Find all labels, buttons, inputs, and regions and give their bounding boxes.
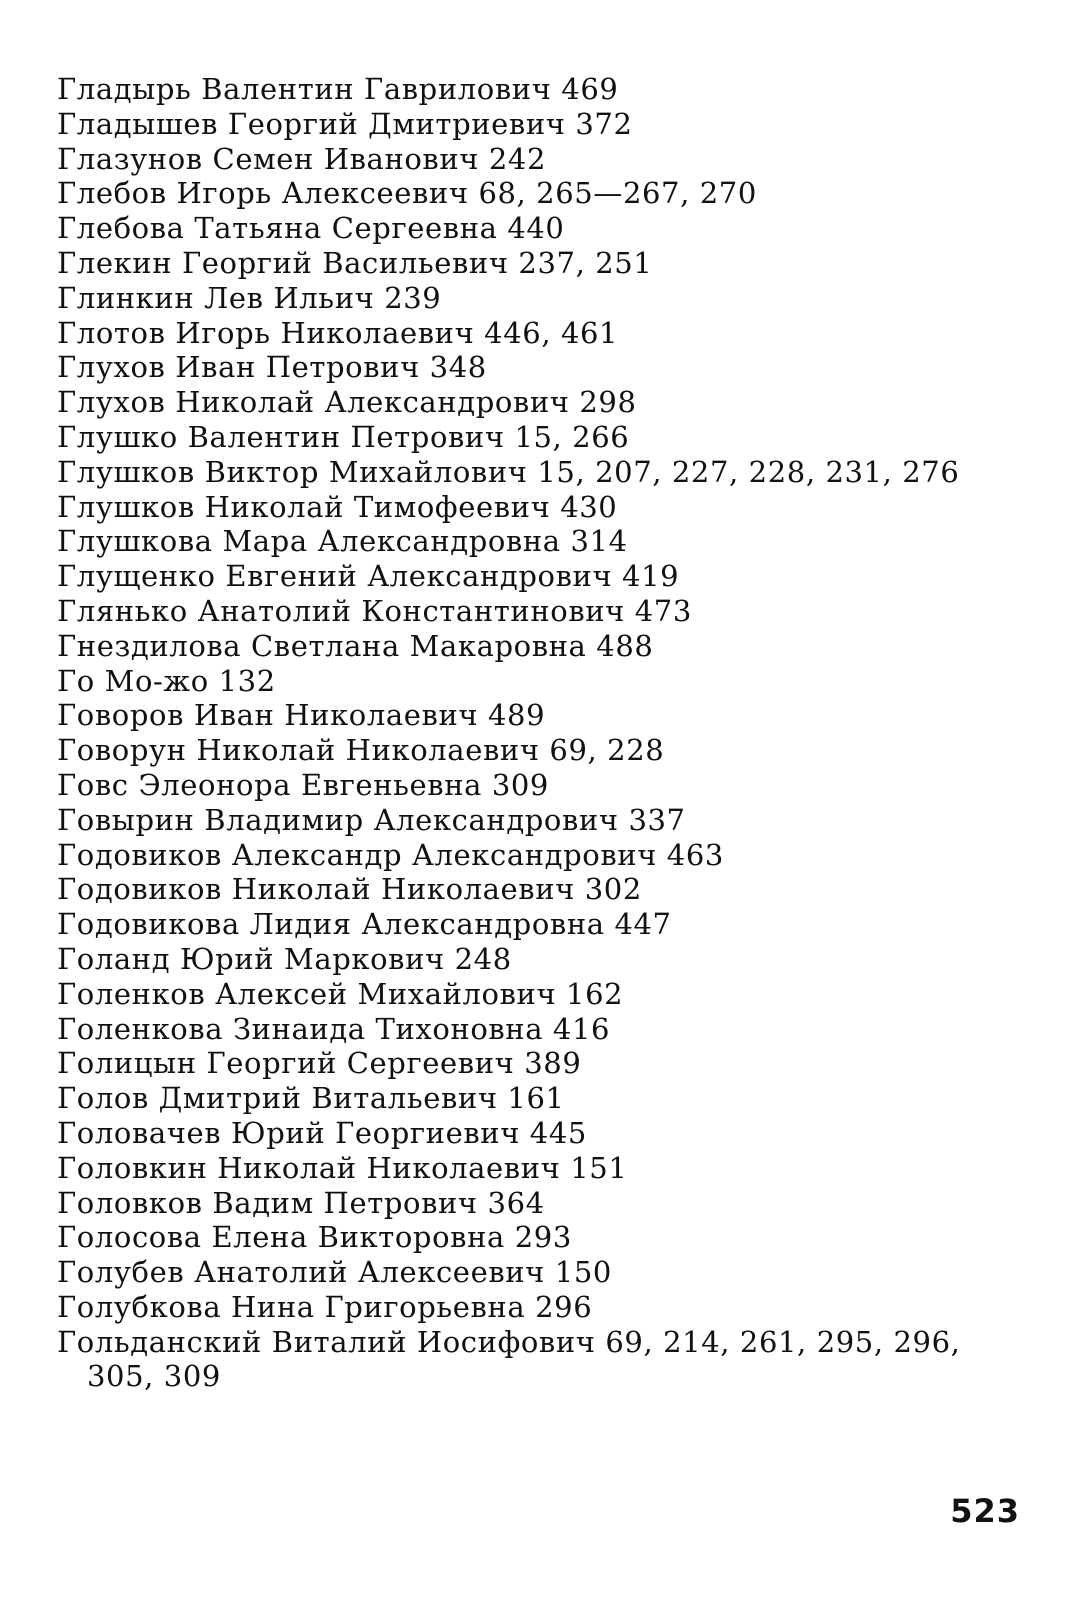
index-entry: Голов Дмитрий Витальевич 161 [57,1081,565,1116]
index-entry: Глинкин Лев Ильич 239 [57,280,442,315]
index-entry: Глущенко Евгений Александрович 419 [57,559,680,594]
index-entry: Гладырь Валентин Гаврилович 469 [57,72,619,106]
index-entry: Гольданский Виталий Иосифович 69, 214, 261, 295, 296, 305, 309 [57,1324,961,1394]
index-entry: Глушкова Мара Александровна 314 [57,524,628,559]
index-entry: Головкин Николай Николаевич 151 [57,1150,628,1185]
index-entry: Глушков Виктор Михайлович 15, 207, 227, 228, 231, 276 [57,454,960,489]
index-entry: Головачев Юрий Георгиевич 445 [57,1115,587,1150]
index-entry: Голенкова Зинаида Тихоновна 416 [57,1011,611,1046]
index-entry: Го Мо-жо 132 [57,663,276,698]
index-entry: Голубев Анатолий Алексеевич 150 [57,1255,612,1290]
index-entry: Глухов Николай Александрович 298 [57,385,637,420]
index-entry: Годовикова Лидия Александровна 447 [57,907,672,942]
page-number: 523 [950,1492,1020,1530]
index-entry: Говырин Владимир Александрович 337 [57,802,686,837]
index-entry: Годовиков Николай Николаевич 302 [57,872,642,907]
index-entry: Говоров Иван Николаевич 489 [57,698,546,733]
index-entry: Гладышев Георгий Дмитриевич 372 [57,106,633,141]
index-entry: Говс Элеонора Евгеньевна 309 [57,767,549,802]
index-entry: Глухов Иван Петрович 348 [57,350,487,385]
index-entry: Голенков Алексей Михайлович 162 [57,976,624,1011]
index-entry: Глянько Анатолий Константинович 473 [57,593,692,628]
name-index-list [57,72,1017,1394]
index-entry: Голосова Елена Викторовна 293 [57,1220,572,1255]
index-entry: Глекин Георгий Васильевич 237, 251 [57,245,653,280]
index-entry: Голубкова Нина Григорьевна 296 [57,1289,593,1324]
index-entry: Гнездилова Светлана Макаровна 488 [57,628,654,663]
index-entry: Глушков Николай Тимофеевич 430 [57,489,618,524]
index-entry: Глушко Валентин Петрович 15, 266 [57,419,630,454]
index-entry: Глазунов Семен Иванович 242 [57,141,547,176]
index-entry: Голицын Георгий Сергеевич 389 [57,1046,582,1081]
index-entry: Говорун Николай Николаевич 69, 228 [57,733,665,768]
index-entry: Глотов Игорь Николаевич 446, 461 [57,315,619,350]
index-entry: Голанд Юрий Маркович 248 [57,941,512,976]
index-entry: Глебов Игорь Алексеевич 68, 265—267, 270 [57,176,757,211]
index-entry: Головков Вадим Петрович 364 [57,1185,545,1220]
index-entry: Глебова Татьяна Сергеевна 440 [57,211,565,246]
index-entry: Годовиков Александр Александрович 463 [57,837,724,872]
